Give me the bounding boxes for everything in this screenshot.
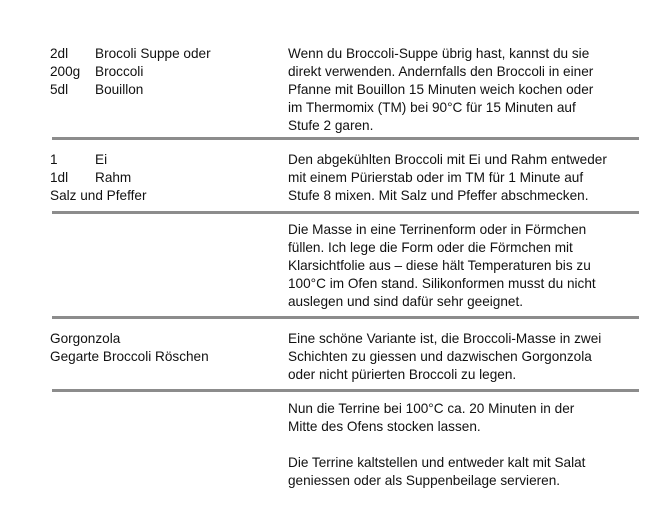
ingredient-row bbox=[50, 151, 280, 169]
instruction-line: Schichten zu giessen und dazwischen Gorgonzola bbox=[288, 349, 592, 364]
section-divider bbox=[52, 316, 639, 319]
section-divider bbox=[52, 211, 639, 214]
instruction-line: Pfanne mit Bouillon 15 Minuten weich kochen oder bbox=[288, 82, 594, 97]
instruction-text bbox=[288, 151, 628, 205]
instruction-line: Die Masse in eine Terrinenform oder in Förmchen bbox=[288, 222, 587, 237]
instruction-line: Den abgekühlten Broccoli mit Ei und Rahm entweder bbox=[288, 152, 607, 167]
ingredient-list bbox=[50, 151, 280, 205]
ingredient-name: Salz und Pfeffer bbox=[50, 188, 147, 203]
instruction-line: im Thermomix (TM) bei 90°C für 15 Minuten auf bbox=[288, 100, 576, 115]
ingredient-row bbox=[50, 81, 280, 99]
ingredient-list bbox=[50, 330, 280, 366]
ingredient-quantity: 1 bbox=[50, 152, 58, 167]
ingredient-name: Gegarte Broccoli Röschen bbox=[50, 349, 209, 364]
instruction-line: oder nicht pürierten Broccoli zu legen. bbox=[288, 367, 517, 382]
instruction-line: Nun die Terrine bei 100°C ca. 20 Minuten in der bbox=[288, 401, 575, 416]
section-divider bbox=[52, 137, 639, 140]
instruction-line: Stufe 2 garen. bbox=[288, 118, 374, 133]
instruction-line: Die Terrine kaltstellen und entweder kalt mit Salat bbox=[288, 455, 586, 470]
ingredient-name: Broccoli bbox=[95, 64, 144, 79]
instruction-line: direkt verwenden. Andernfalls den Broccoli in einer bbox=[288, 64, 594, 79]
instruction-text bbox=[288, 221, 628, 311]
instruction-line: mit einem Pürierstab oder im TM für 1 Minute auf bbox=[288, 170, 584, 185]
ingredient-name: Brocoli Suppe oder bbox=[95, 46, 211, 61]
ingredient-list bbox=[50, 45, 280, 99]
instruction-paragraph bbox=[288, 151, 628, 205]
instruction-text bbox=[288, 45, 628, 135]
instruction-line: Klarsichtfolie aus – diese hält Temperaturen bis zu bbox=[288, 258, 591, 273]
ingredient-quantity: 200g bbox=[50, 64, 81, 79]
instruction-line: 100°C im Ofen stand. Silikonformen musst du nicht bbox=[288, 276, 596, 291]
ingredient-name: Rahm bbox=[95, 170, 132, 185]
ingredient-quantity: 2dl bbox=[50, 46, 69, 61]
instruction-text bbox=[288, 330, 628, 384]
instruction-paragraph bbox=[288, 400, 628, 436]
ingredient-row bbox=[50, 63, 280, 81]
ingredient-row bbox=[50, 330, 280, 348]
ingredient-quantity: 5dl bbox=[50, 82, 69, 97]
instruction-line: Wenn du Broccoli-Suppe übrig hast, kannst du sie bbox=[288, 46, 590, 61]
ingredient-quantity: 1dl bbox=[50, 170, 69, 185]
instruction-line: geniessen oder als Suppenbeilage servieren. bbox=[288, 473, 561, 488]
instruction-paragraph bbox=[288, 45, 628, 135]
instruction-paragraph bbox=[288, 454, 628, 490]
instruction-line: auslegen und sind dafür sehr geeignet. bbox=[288, 294, 524, 309]
ingredient-row bbox=[50, 187, 280, 205]
ingredient-name: Ei bbox=[95, 152, 108, 167]
ingredient-name: Gorgonzola bbox=[50, 331, 121, 346]
ingredient-row bbox=[50, 169, 280, 187]
ingredient-row bbox=[50, 45, 280, 63]
ingredient-row bbox=[50, 348, 280, 366]
instruction-line: Mitte des Ofens stocken lassen. bbox=[288, 419, 481, 434]
instruction-line: füllen. Ich lege die Form oder die Förmchen mit bbox=[288, 240, 573, 255]
instruction-text bbox=[288, 400, 628, 490]
instruction-line: Stufe 8 mixen. Mit Salz und Pfeffer abschmecken. bbox=[288, 188, 589, 203]
instruction-paragraph bbox=[288, 330, 628, 384]
instruction-paragraph bbox=[288, 221, 628, 311]
ingredient-name: Bouillon bbox=[95, 82, 144, 97]
section-divider bbox=[52, 389, 639, 392]
instruction-line: Eine schöne Variante ist, die Broccoli-Masse in zwei bbox=[288, 331, 602, 346]
